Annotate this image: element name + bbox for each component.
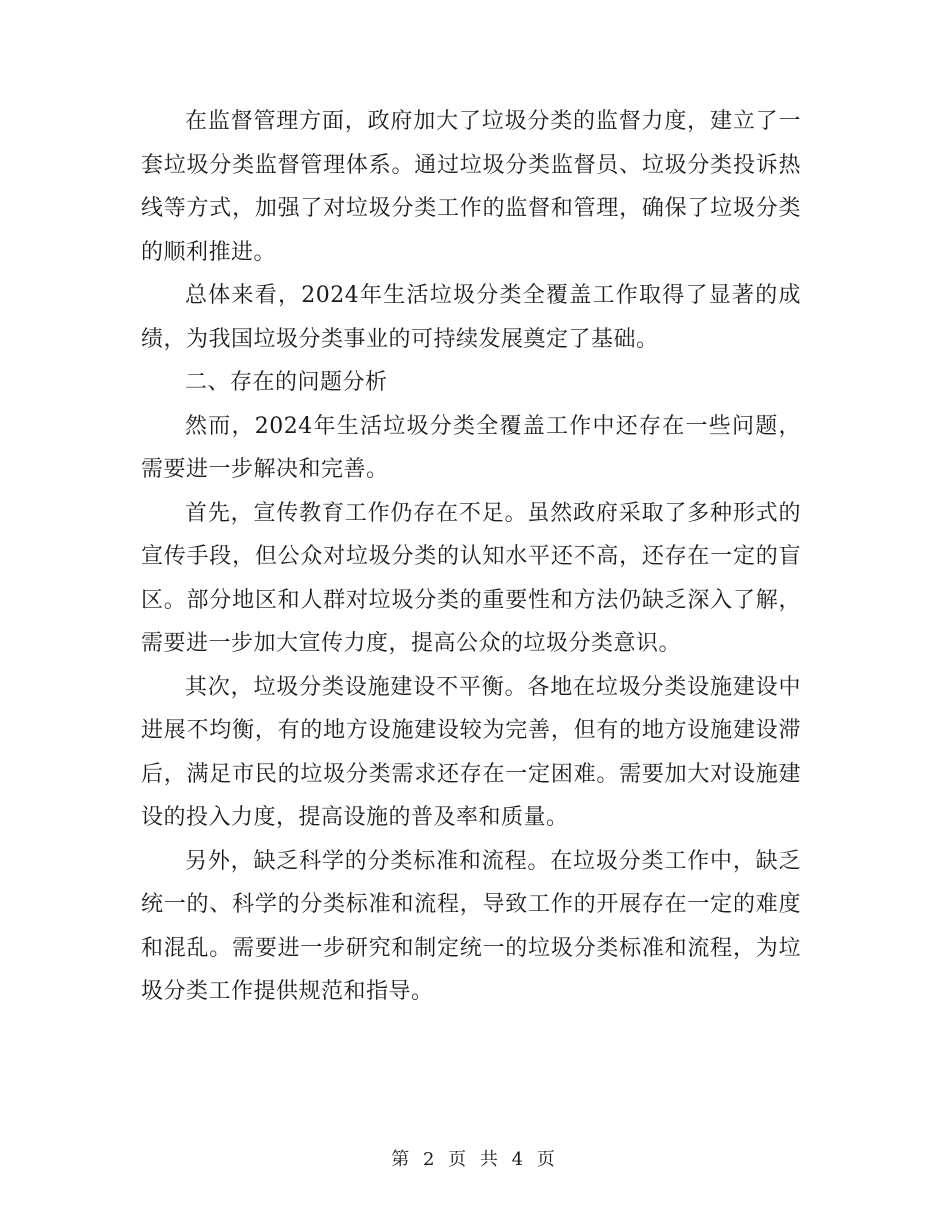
paragraph-overall-summary: 总体来看，2024年生活垃圾分类全覆盖工作取得了显著的成绩，为我国垃圾分类事业的可持续发展奠定了基础。 <box>141 283 801 352</box>
paragraph-classification-standards: 另外，缺乏科学的分类标准和流程。在垃圾分类工作中，缺乏统一的、科学的分类标准和流程，导致工作的开展存在一定的难度和混乱。需要进一步研究和制定统一的垃圾分类标准和流程，为垃圾分类工作提供规范和指导。 <box>141 848 801 1004</box>
paragraph-publicity-education: 首先，宣传教育工作仍存在不足。虽然政府采取了多种形式的宣传手段，但公众对垃圾分类的认知水平还不高，还存在一定的盲区。部分地区和人群对垃圾分类的重要性和方法仍缺乏深入了解，需要进一步加大宣传力度，提高公众的垃圾分类意识。 <box>141 500 801 656</box>
page-number-footer: 第 2 页 共 4 页 <box>391 1149 559 1170</box>
paragraph-supervision: 在监督管理方面，政府加大了垃圾分类的监督力度，建立了一套垃圾分类监督管理体系。通过垃圾分类监督员、垃圾分类投诉热线等方式，加强了对垃圾分类工作的监督和管理，确保了垃圾分类的顺利推进。 <box>141 109 801 265</box>
paragraph-problems-intro: 然而，2024年生活垃圾分类全覆盖工作中还存在一些问题，需要进一步解决和完善。 <box>141 413 801 482</box>
paragraph-facility-construction: 其次，垃圾分类设施建设不平衡。各地在垃圾分类设施建设中进展不均衡，有的地方设施建设较为完善，但有的地方设施建设滞后，满足市民的垃圾分类需求还存在一定困难。需要加大对设施建设的投入力度，提高设施的普及率和质量。 <box>141 674 801 830</box>
document-body <box>141 100 801 1014</box>
section-heading-problems: 二、存在的问题分析 <box>185 370 388 395</box>
